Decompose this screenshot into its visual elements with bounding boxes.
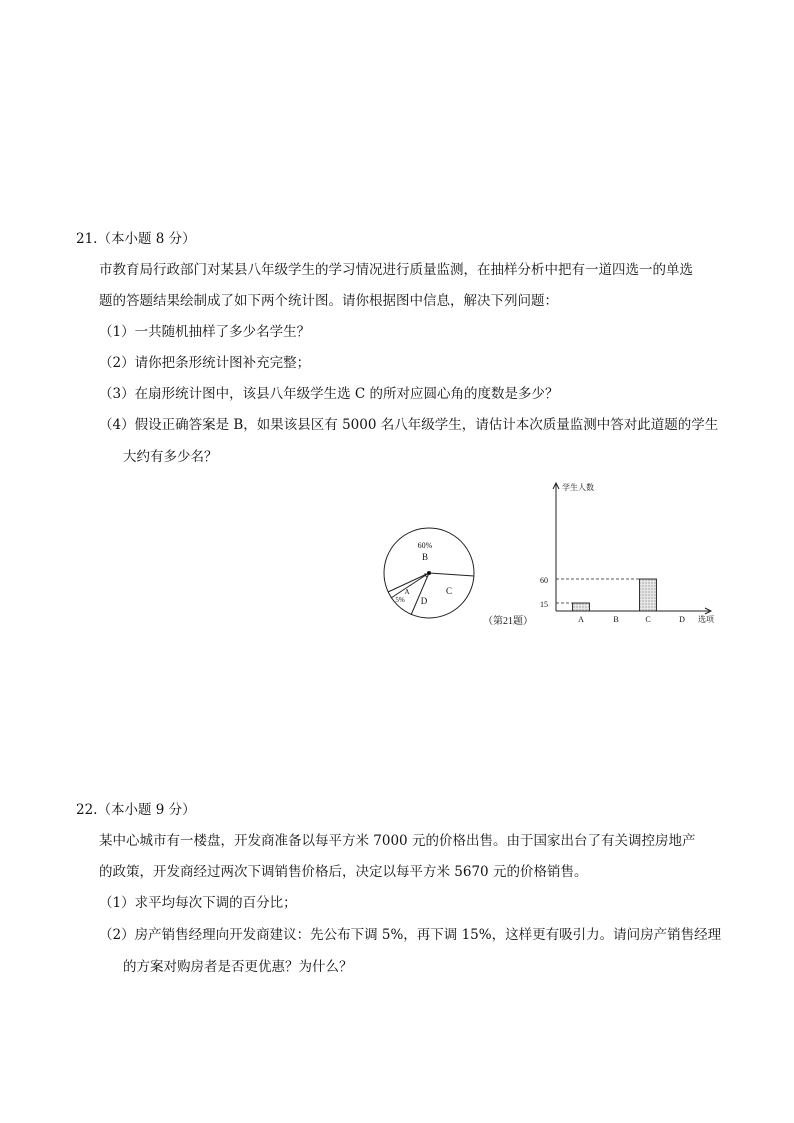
q22-part2-line1: （2）房产销售经理向开发商建议：先公布下调 5%，再下调 15%，这样更有吸引力。请问房产销售经理 bbox=[99, 927, 722, 943]
pie-divider-bc bbox=[429, 573, 474, 576]
q21-stem-line1: 市教育局行政部门对某县八年级学生的学习情况进行质量监测，在抽样分析中把有一道四选一的单选 bbox=[99, 262, 693, 278]
q22-header: 22.（本小题 9 分） bbox=[76, 802, 196, 818]
pie-a-label: A bbox=[404, 588, 410, 596]
q22-part2-line2: 的方案对购房者是否更优惠？为什么？ bbox=[123, 959, 353, 975]
y-axis-label: 学生人数 bbox=[562, 483, 594, 492]
q22-stem-line2: 的政策，开发商经过两次下调销售价格后，决定以每平方米 5670 元的价格销售。 bbox=[99, 864, 588, 880]
pie-d-label: D bbox=[420, 596, 428, 606]
q21-part1: （1）一共随机抽样了多少名学生？ bbox=[99, 324, 311, 340]
bar-c bbox=[640, 579, 657, 611]
pie-center-dot bbox=[427, 571, 431, 575]
figure-caption: （第21题） bbox=[483, 616, 533, 627]
pie-b-label: B bbox=[421, 552, 429, 562]
q21-part3: （3）在扇形统计图中，该县八年级学生选 C 的所对应圆心角的度数是多少？ bbox=[99, 386, 559, 402]
y-tick-15: 15 bbox=[540, 600, 548, 609]
q21-part2: （2）请你把条形统计图补充完整； bbox=[99, 355, 311, 371]
x-tick-a: A bbox=[578, 615, 584, 624]
pie-chart bbox=[384, 528, 474, 618]
y-tick-60: 60 bbox=[540, 576, 548, 585]
x-tick-c: C bbox=[645, 615, 651, 624]
bar-chart bbox=[540, 482, 715, 624]
x-tick-b: B bbox=[613, 615, 619, 624]
q22-part1: （1）求平均每次下调的百分比； bbox=[99, 895, 297, 911]
x-axis-label: 选项 bbox=[698, 615, 714, 624]
bar-a bbox=[573, 603, 590, 611]
q21-stem-line2: 题的答题结果绘制成了如下两个统计图。请你根据图中信息，解决下列问题： bbox=[99, 293, 558, 309]
pie-b-percent: 60% bbox=[417, 541, 433, 550]
q22-stem-line1: 某中心城市有一楼盘，开发商准备以每平方米 7000 元的价格出售。由于国家出台了有关调控房地产 bbox=[99, 833, 696, 849]
x-tick-d: D bbox=[679, 615, 685, 624]
q21-part4-line1: （4）假设正确答案是 B，如果该县区有 5000 名八年级学生，请估计本次质量监测中答对此道题的学生 bbox=[99, 417, 719, 433]
pie-a-percent: 5% bbox=[395, 596, 405, 604]
q21-header: 21.（本小题 8 分） bbox=[76, 231, 196, 247]
pie-c-label: C bbox=[445, 586, 453, 596]
q21-part4-line2: 大约有多少名？ bbox=[123, 449, 218, 465]
